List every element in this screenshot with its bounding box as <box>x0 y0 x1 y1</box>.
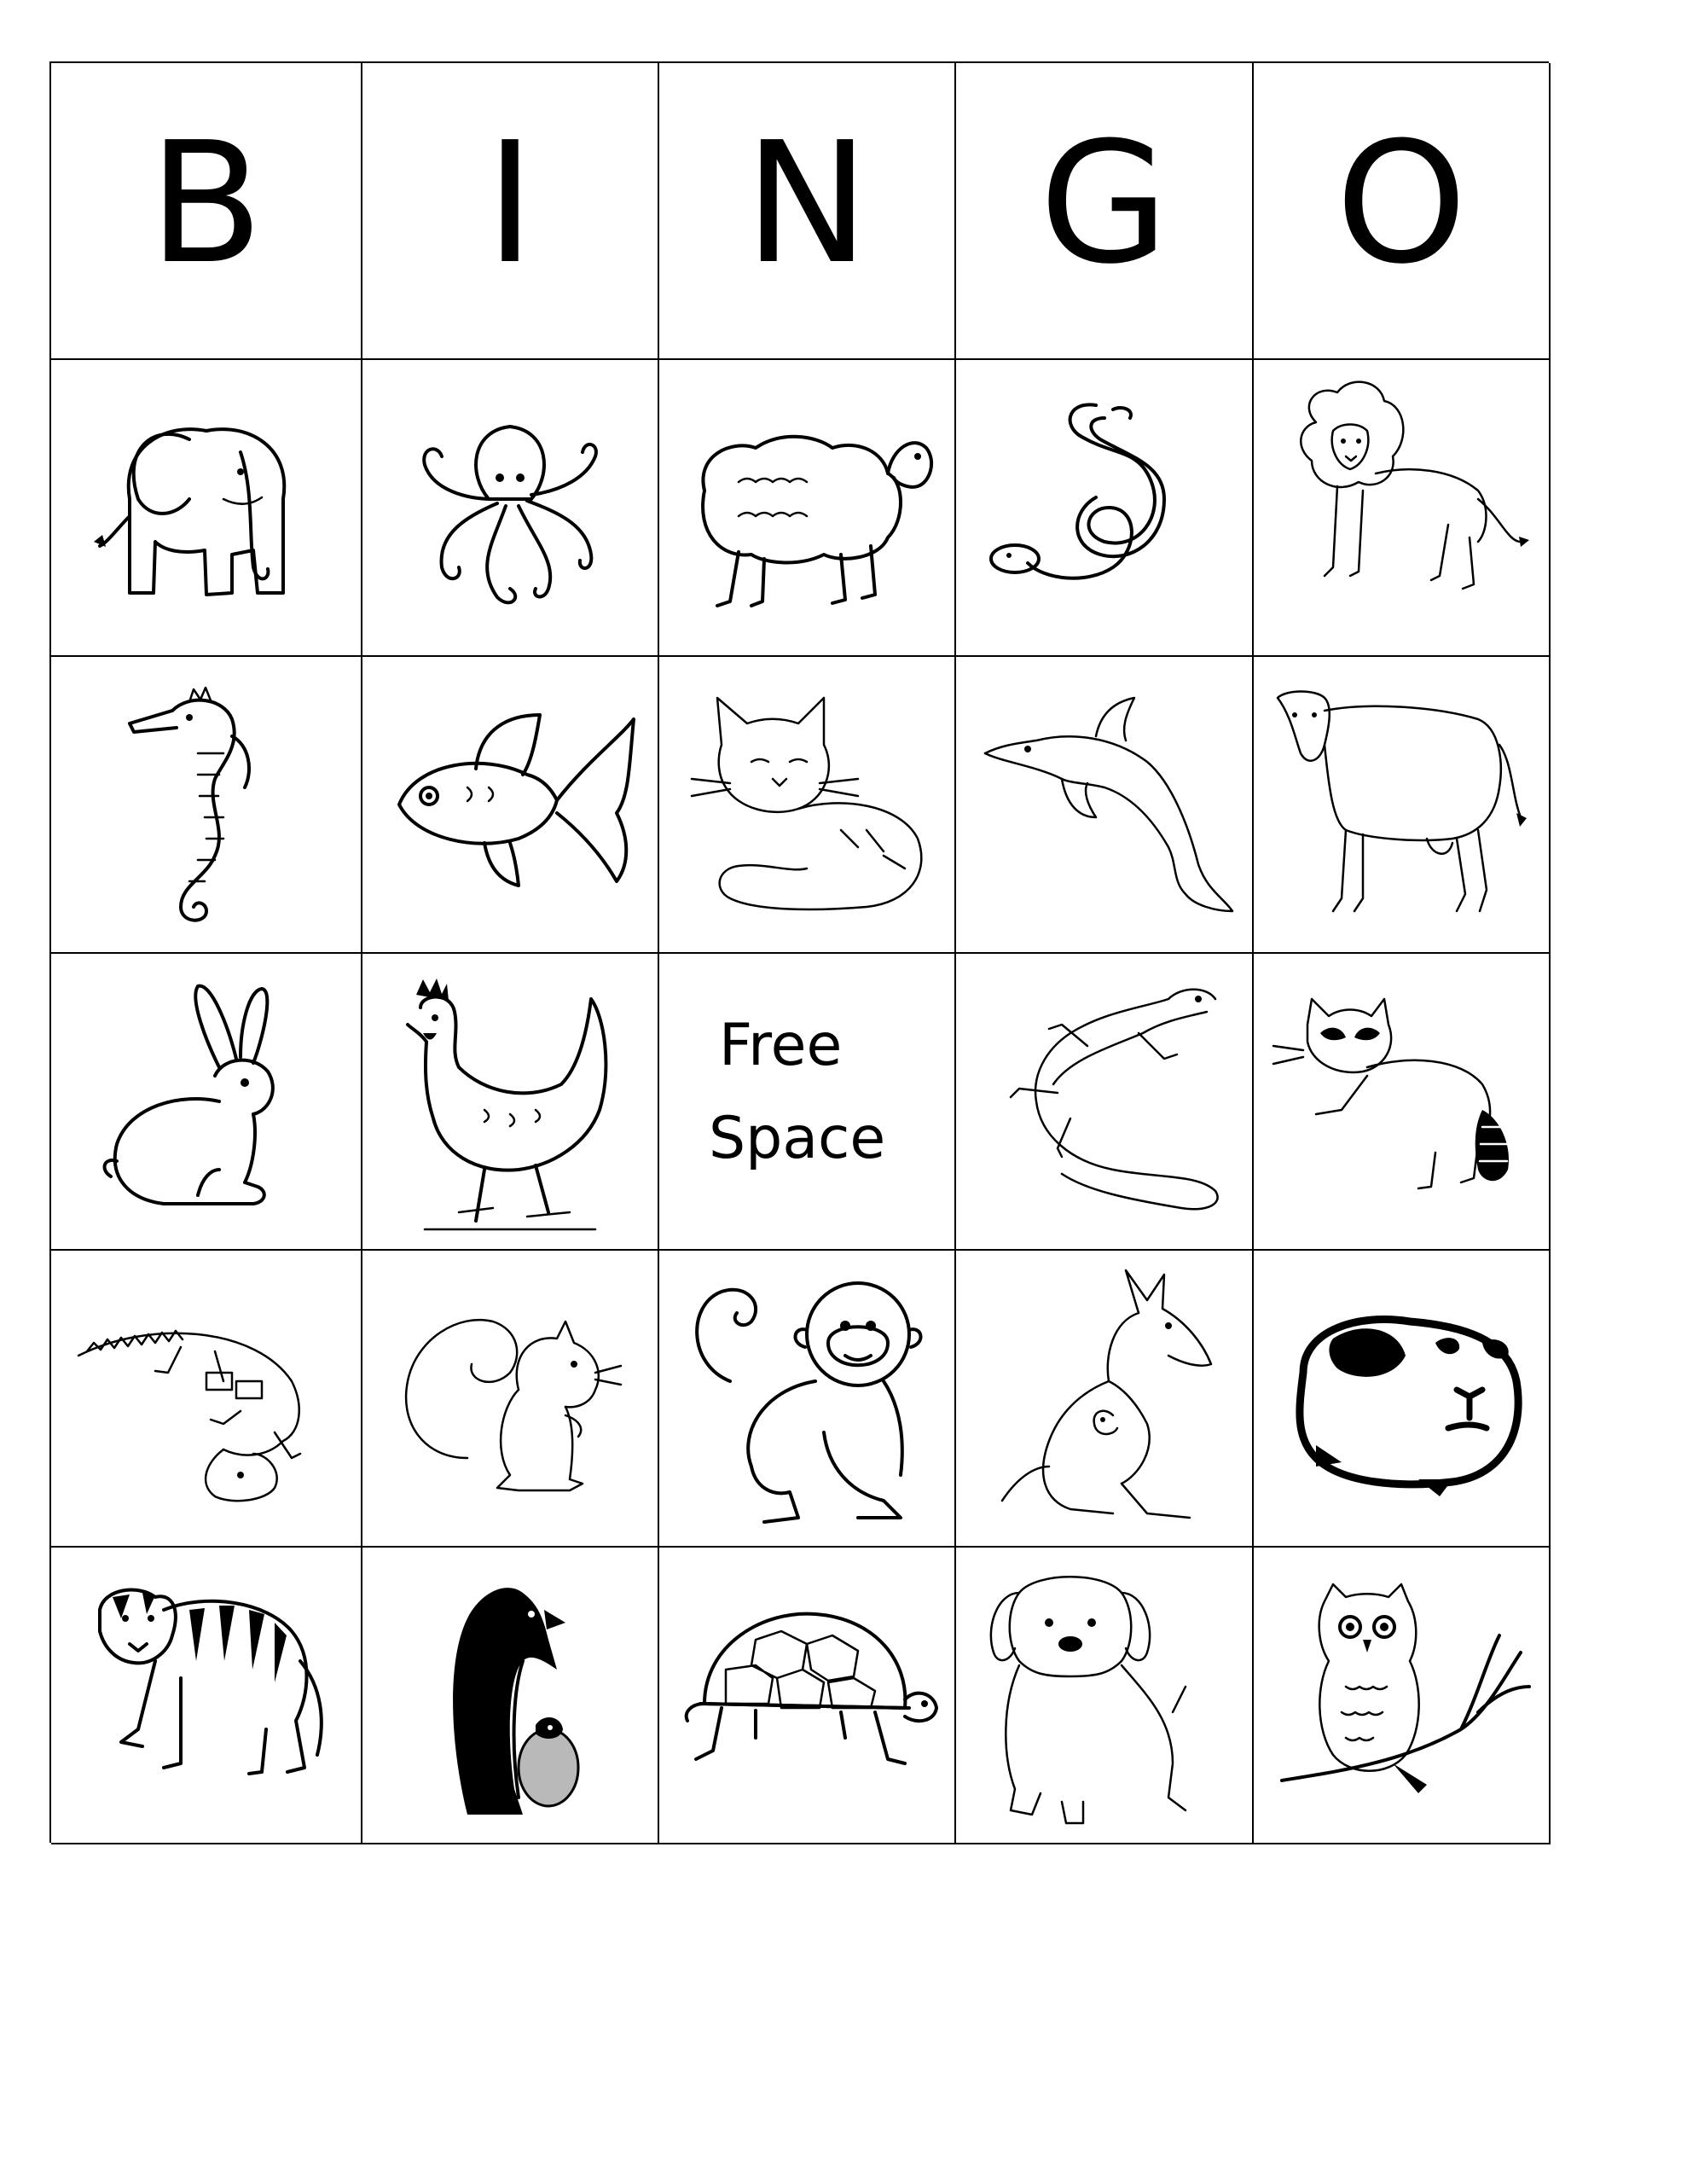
header-letter: G <box>1039 107 1169 301</box>
crocodile-icon <box>70 1262 343 1535</box>
dolphin-icon <box>968 668 1241 941</box>
lizard-icon <box>968 965 1241 1238</box>
bingo-square[interactable] <box>659 1548 956 1844</box>
cat-icon <box>670 668 943 941</box>
octopus-icon <box>374 371 646 644</box>
kangaroo-icon <box>968 1262 1241 1535</box>
bingo-square[interactable] <box>659 1251 956 1548</box>
bingo-card <box>49 61 1549 1843</box>
header-letter: N <box>744 107 870 301</box>
header-cell-i <box>362 63 659 360</box>
bingo-square[interactable] <box>362 360 659 657</box>
bingo-square[interactable] <box>51 657 362 954</box>
bingo-square[interactable] <box>362 1548 659 1844</box>
bingo-square[interactable] <box>362 1251 659 1548</box>
bingo-square[interactable] <box>1254 360 1551 657</box>
header-cell-n <box>659 63 956 360</box>
hen-icon <box>374 965 646 1238</box>
rabbit-icon <box>70 965 343 1238</box>
snake-icon <box>968 371 1241 644</box>
goldfish-icon <box>374 668 646 941</box>
bingo-square[interactable] <box>659 360 956 657</box>
bingo-square[interactable] <box>956 1548 1254 1844</box>
guinea-pig-icon <box>1265 1262 1538 1535</box>
bingo-square[interactable] <box>362 954 659 1251</box>
seahorse-icon <box>70 668 343 941</box>
tiger-icon <box>70 1559 343 1832</box>
bingo-square[interactable] <box>956 657 1254 954</box>
owl-icon <box>1265 1559 1538 1832</box>
header-cell-b <box>51 63 362 360</box>
bingo-square[interactable] <box>956 360 1254 657</box>
raccoon-icon <box>1265 965 1538 1238</box>
bingo-square[interactable] <box>51 954 362 1251</box>
bingo-square[interactable] <box>51 1548 362 1844</box>
header-cell-o <box>1254 63 1551 360</box>
tortoise-icon <box>670 1559 943 1832</box>
cow-icon <box>1265 668 1538 941</box>
bingo-square[interactable] <box>1254 1251 1551 1548</box>
bingo-square[interactable] <box>362 657 659 954</box>
penguin-icon <box>374 1559 646 1832</box>
header-cell-g <box>956 63 1254 360</box>
header-letter: I <box>485 107 535 301</box>
free-space-square[interactable] <box>659 954 956 1251</box>
bingo-square[interactable] <box>1254 1548 1551 1844</box>
squirrel-icon <box>374 1262 646 1535</box>
lion-icon <box>1265 371 1538 644</box>
bingo-square[interactable] <box>956 954 1254 1251</box>
bingo-square[interactable] <box>1254 657 1551 954</box>
free-space-label: Free Space <box>709 1012 886 1172</box>
bingo-square[interactable] <box>51 1251 362 1548</box>
bingo-square[interactable] <box>1254 954 1551 1251</box>
sheep-icon <box>670 371 943 644</box>
monkey-icon <box>670 1262 943 1535</box>
bingo-square[interactable] <box>51 360 362 657</box>
header-letter: O <box>1335 107 1468 301</box>
bingo-square[interactable] <box>956 1251 1254 1548</box>
puppy-icon <box>968 1559 1241 1832</box>
elephant-icon <box>70 371 343 644</box>
bingo-square[interactable] <box>659 657 956 954</box>
header-letter: B <box>148 107 264 301</box>
